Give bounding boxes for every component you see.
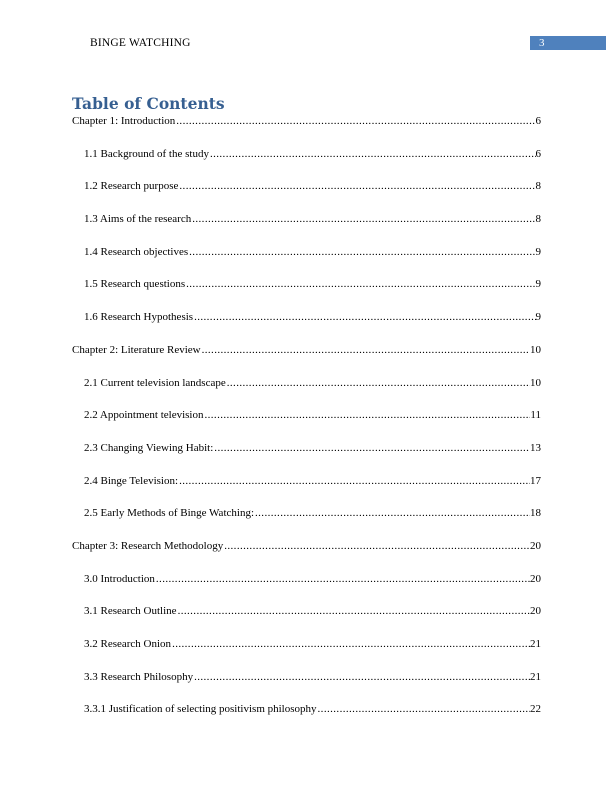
toc-entry[interactable] — [72, 278, 541, 311]
toc-entry-label: 3.0 Introduction — [84, 572, 155, 585]
toc-entry[interactable] — [72, 671, 541, 704]
toc-entry-page: 9 — [535, 278, 541, 291]
toc-entry-page: 11 — [530, 409, 541, 422]
toc-entry-label: Chapter 3: Research Methodology — [72, 539, 224, 552]
toc-entry-page: 20 — [530, 539, 541, 552]
toc-leader-dots — [192, 213, 535, 225]
toc-entry[interactable] — [72, 115, 541, 148]
toc-entry-label: 1.4 Research objectives — [84, 245, 189, 258]
toc-entry-label: Chapter 1: Introduction — [72, 115, 176, 127]
toc-entry-page: 20 — [530, 605, 541, 618]
toc-entry[interactable] — [72, 638, 541, 671]
running-header-title: BINGE WATCHING — [90, 37, 191, 49]
toc-leader-dots — [179, 475, 530, 487]
toc-entry-label: 2.5 Early Methods of Binge Watching: — [84, 507, 254, 520]
toc-leader-dots — [255, 507, 530, 519]
toc-entry-page: 20 — [530, 572, 541, 585]
toc-entry[interactable] — [72, 148, 541, 181]
toc-entry-label: 1.2 Research purpose — [84, 180, 179, 193]
toc-entry-label: 2.3 Changing Viewing Habit: — [84, 441, 214, 454]
page-number: 3 — [539, 37, 545, 49]
toc-entry[interactable] — [72, 213, 541, 246]
toc-entry-label: 3.2 Research Onion — [84, 638, 172, 650]
toc-entry-label: 1.6 Research Hypothesis — [84, 311, 194, 324]
toc-entry-label: 3.3.1 Justification of selecting positivism philosophy — [84, 703, 317, 716]
toc-leader-dots — [189, 246, 535, 258]
toc-entry[interactable] — [72, 311, 541, 344]
toc-leader-dots — [318, 703, 530, 715]
toc-entry-page: 17 — [530, 474, 541, 487]
toc-entry-label: 2.4 Binge Television: — [84, 474, 179, 487]
toc-leader-dots — [227, 377, 530, 389]
toc-entry-page: 8 — [535, 213, 541, 226]
toc-entry-page: 8 — [535, 180, 541, 193]
toc-entry[interactable] — [72, 442, 541, 475]
toc-leader-dots — [178, 605, 530, 617]
toc-leader-dots — [224, 540, 530, 552]
toc-entry-page: 6 — [535, 147, 541, 160]
toc-leader-dots — [202, 344, 530, 356]
toc-entry[interactable] — [72, 246, 541, 279]
toc-entry-label: 2.2 Appointment television — [84, 409, 204, 422]
toc-leader-dots — [179, 180, 535, 192]
toc-entry[interactable] — [72, 573, 541, 606]
toc-entry-label: 3.3 Research Philosophy — [84, 670, 194, 683]
toc-entry-page: 22 — [530, 703, 541, 716]
toc-leader-dots — [176, 115, 535, 127]
toc-entry[interactable] — [72, 180, 541, 213]
toc-entry-label: Chapter 2: Literature Review — [72, 343, 201, 356]
toc-entry-label: 3.1 Research Outline — [84, 605, 177, 618]
toc-entry-page: 18 — [530, 507, 541, 520]
page-number-badge — [530, 36, 606, 50]
toc-leader-dots — [204, 409, 530, 421]
toc-entry-page: 21 — [530, 638, 541, 650]
toc-entry-page: 10 — [530, 343, 541, 356]
toc-entry-page: 10 — [530, 376, 541, 389]
toc-heading: Table of Contents — [72, 94, 225, 113]
toc-leader-dots — [210, 148, 536, 160]
toc-entry-page: 9 — [535, 311, 541, 324]
toc-entry[interactable] — [72, 507, 541, 540]
toc-entry[interactable] — [72, 540, 541, 573]
toc-leader-dots — [194, 311, 535, 323]
toc-entry[interactable] — [72, 703, 541, 736]
toc-entry-page: 6 — [535, 115, 541, 127]
toc-leader-dots — [156, 573, 530, 585]
toc-entry-label: 2.1 Current television landscape — [84, 376, 226, 389]
toc-leader-dots — [214, 442, 530, 454]
toc-entry[interactable] — [72, 409, 541, 442]
toc-entry-page: 9 — [535, 245, 541, 258]
table-of-contents — [72, 115, 541, 736]
toc-entry-label: 1.1 Background of the study — [84, 147, 209, 160]
toc-entry[interactable] — [72, 344, 541, 377]
toc-entry[interactable] — [72, 475, 541, 508]
toc-leader-dots — [194, 671, 530, 683]
toc-entry-page: 21 — [530, 670, 541, 683]
toc-entry-page: 13 — [530, 441, 541, 454]
toc-leader-dots — [186, 278, 535, 290]
toc-leader-dots — [172, 638, 530, 650]
toc-entry-label: 1.3 Aims of the research — [84, 213, 192, 226]
toc-entry[interactable] — [72, 377, 541, 410]
toc-entry-label: 1.5 Research questions — [84, 278, 186, 291]
toc-entry[interactable] — [72, 605, 541, 638]
